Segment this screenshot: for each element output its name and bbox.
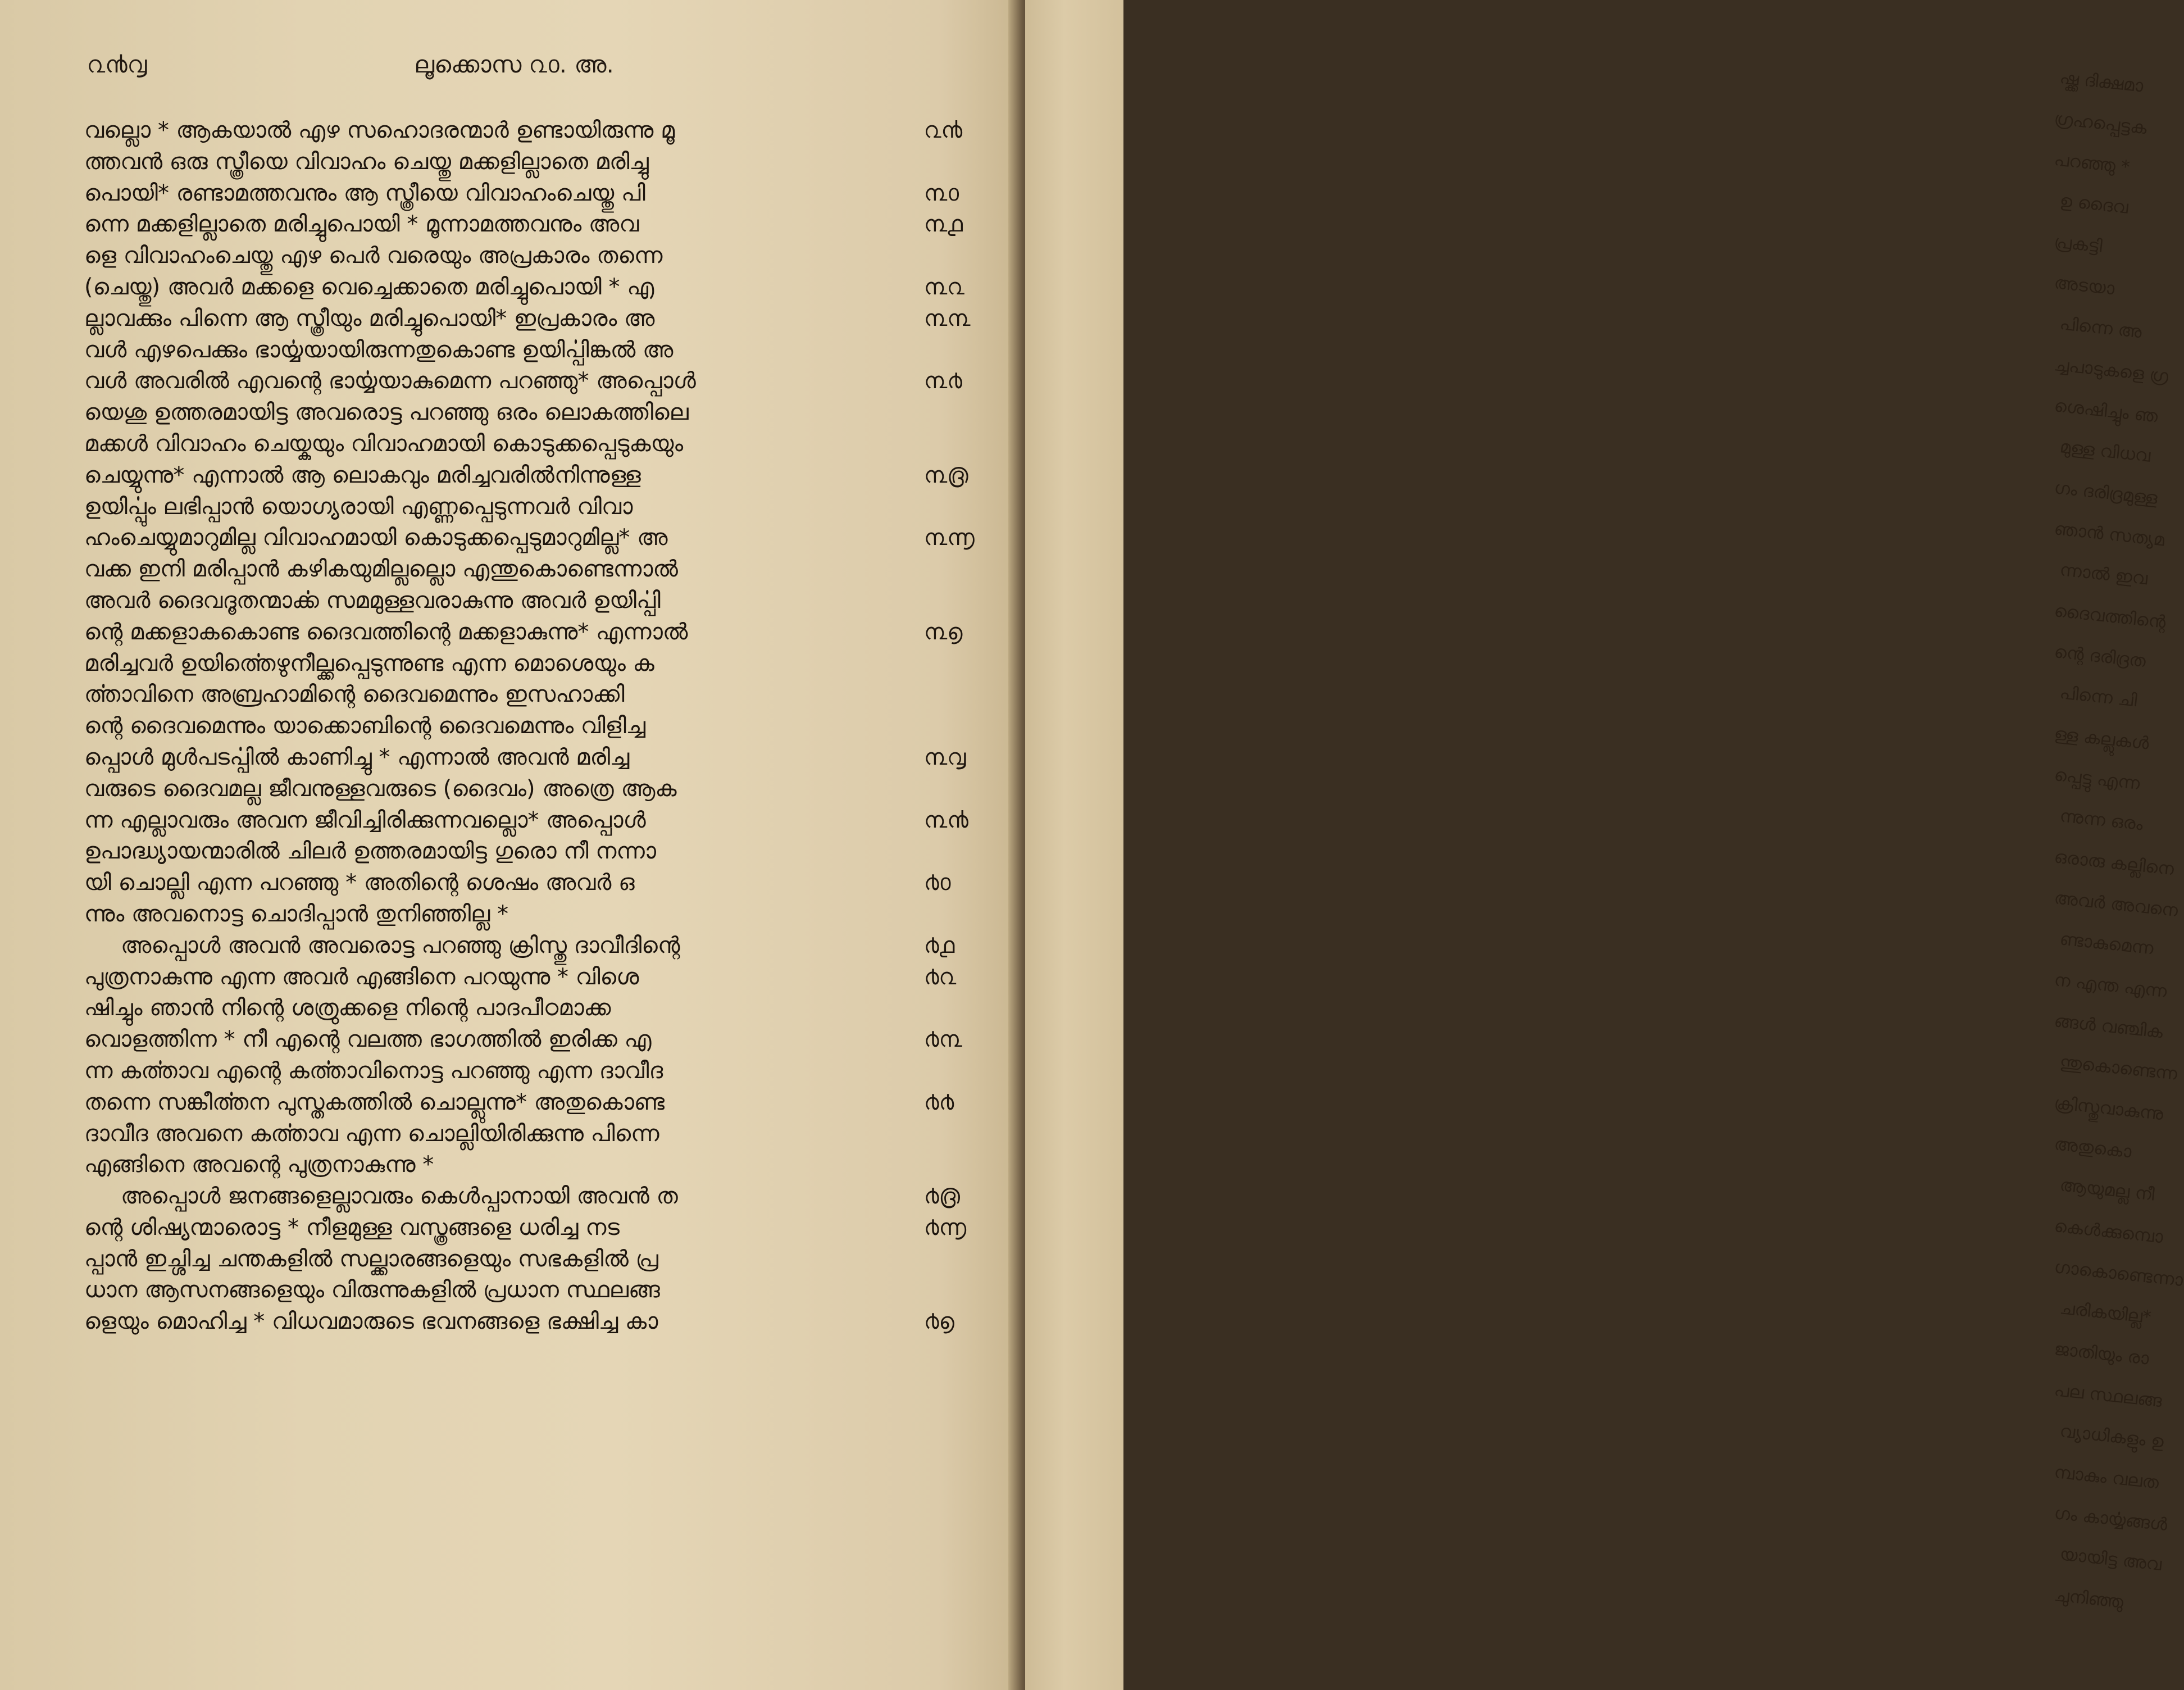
verse-number: ൩൫ bbox=[924, 462, 968, 488]
facing-page-fragment: പ്രകട്ടി bbox=[2053, 231, 2104, 257]
verse-number: ൩൯ bbox=[924, 807, 968, 833]
text-line bbox=[84, 899, 972, 930]
line-text: യെശു ഉത്തരമായിട്ട അവരൊട്ട പറഞ്ഞു ഒരം ലൊകത്തിലെ bbox=[84, 399, 689, 426]
facing-page-fragment: ക്രിസ്തുവാകുന്നു bbox=[2053, 1093, 2164, 1125]
text-line bbox=[84, 1087, 972, 1119]
verse-number: ൩൮ bbox=[924, 744, 966, 770]
line-text: അവർ ദൈവദൂതന്മാൎക്ക സമമുള്ളവരാകുന്നു അവർ ഉയിൎപ്പി bbox=[84, 587, 661, 614]
line-text: പുത്രനാകുന്നു എന്ന അവർ എങ്ങിനെ പറയുന്നു * വിശെ bbox=[84, 964, 639, 990]
text-line bbox=[84, 679, 972, 711]
facing-page-fragment: പിന്നെ അ bbox=[2059, 314, 2143, 343]
line-text: ൎത്താവിനെ അബ്രഹാമിന്റെ ദൈവമെന്നും ഇസഹാക്കി bbox=[84, 682, 625, 708]
body-text bbox=[84, 115, 975, 1338]
facing-page-fragment: ഷ്ക്ക ദിക്ഷമാ bbox=[2059, 67, 2145, 97]
line-text: ന്റെ മക്കളാകകൊണ്ട ദൈവത്തിന്റെ മക്കളാകുന്നു* എന്നാൽ bbox=[84, 619, 688, 645]
facing-page-fragment: ങ്ങൾ വഞ്ചിക bbox=[2053, 1011, 2164, 1043]
book-page bbox=[0, 0, 1020, 1690]
facing-page-fragment: ഗ്രഹപ്പെട്ടക bbox=[2053, 108, 2148, 139]
running-title: ലൂക്കൊസ ൨൦. അ. bbox=[414, 51, 614, 78]
facing-page-fragment: ന്തുകൊണ്ടെന്ന bbox=[2059, 1052, 2178, 1084]
text-line bbox=[84, 272, 972, 303]
text-line bbox=[84, 1024, 972, 1056]
line-text: വൊളത്തിന്ന * നീ എന്റെ വലത്ത ഭാഗത്തിൽ ഇരിക്ക എ bbox=[84, 1026, 652, 1053]
facing-page-fragment: ചുനിഞ്ഞു bbox=[2053, 1585, 2124, 1612]
text-line bbox=[84, 585, 972, 617]
text-line bbox=[84, 742, 972, 774]
facing-page-fragment: വ്യാധികളും ഉ bbox=[2059, 1421, 2165, 1452]
verse-number: ൩൭ bbox=[924, 619, 963, 645]
text-line bbox=[84, 147, 972, 178]
facing-page-fragment: പല സ്ഥലങ്ങ bbox=[2053, 1380, 2163, 1412]
line-text: ദാവീദ അവനെ കൎത്താവ എന്ന ചൊല്ലിയിരിക്കുന്നു പിന്നെ bbox=[84, 1120, 659, 1147]
text-line bbox=[84, 335, 972, 366]
verse-number: ൩൬ bbox=[924, 525, 975, 551]
text-line bbox=[84, 397, 972, 429]
line-text: വല്ലൊ * ആകയാൽ എഴ സഹൊദരന്മാർ ഉണ്ടായിരുന്നു മൂ bbox=[84, 117, 675, 143]
verse-number: ൩൧ bbox=[924, 211, 963, 238]
line-text: ളെയും മൊഹിച്ച * വിധവമാരുടെ ഭവനങ്ങളെ ഭക്ഷിച്ച കാ bbox=[84, 1309, 658, 1335]
line-text: വൾ അവരിൽ എവന്റെ ഭാൎയ്യയാകുമെന്ന പറഞ്ഞു* അപ്പൊൾ bbox=[84, 368, 696, 394]
line-text: മരിച്ചവർ ഉയിൎത്തെഴുനീല്ക്കപ്പെടുന്നുണ്ട എന്ന മൊശെയും ക bbox=[84, 650, 654, 676]
facing-page-fragment: അവർ അവനെ bbox=[2053, 888, 2179, 921]
text-line bbox=[84, 1150, 972, 1181]
line-text: മക്കൾ വിവാഹം ചെയ്കയും വിവാഹമായി കൊടുക്കപ്പെടുകയും bbox=[84, 430, 684, 457]
text-line bbox=[84, 648, 972, 680]
line-text: യി ചൊല്ലി എന്ന പറഞ്ഞു * അതിന്റെ ശെഷം അവർ ഒ bbox=[84, 870, 635, 896]
facing-page-fragment: മുള്ള വിധവ bbox=[2059, 437, 2152, 466]
facing-page-fragment: മ്പാകും വലത bbox=[2053, 1462, 2160, 1493]
line-text: ഉപാദ്ധ്യായന്മാരിൽ ചിലർ ഉത്തരമായിട്ട ഗുരൊ നീ നന്നാ bbox=[84, 838, 657, 865]
facing-page-fragment: യായിട്ട അവ bbox=[2059, 1544, 2163, 1575]
line-text: ന്നെ മക്കളില്ലാതെ മരിച്ചുപൊയി * മൂന്നാമത്തവനും അവ bbox=[84, 211, 639, 238]
facing-page-fragment: ഗം ദരിദ്രമുള്ള bbox=[2053, 478, 2159, 509]
line-text: ഹംചെയ്യുമാറുമില്ല വിവാഹമായി കൊടുക്കപ്പെടുമാറുമില്ല* അ bbox=[84, 525, 668, 551]
text-line bbox=[84, 429, 972, 460]
facing-page-fragment: ഒരാരു കല്ലിനെ bbox=[2053, 847, 2175, 880]
facing-page-fragment: ഉ ദൈവ bbox=[2059, 190, 2130, 218]
text-line bbox=[84, 711, 972, 742]
text-line bbox=[84, 1244, 972, 1275]
facing-page-fragment: ഗം കാൎയ്യങ്ങൾ bbox=[2053, 1503, 2169, 1535]
line-text: വക്ക ഇനി മരിപ്പാൻ കഴികയുമില്ലല്ലൊ എന്തുകൊണ്ടെന്നാൽ bbox=[84, 556, 678, 583]
text-line bbox=[84, 836, 972, 867]
line-text: വരുടെ ദൈവമല്ല ജീവനുള്ളവരുടെ (ദൈവം) അത്രെ ആക bbox=[84, 775, 677, 802]
line-text: (ചെയ്തു) അവർ മക്കളെ വെച്ചെക്കാതെ മരിച്ചുപൊയി * എ bbox=[84, 274, 654, 300]
line-text: തന്നെ സങ്കീൎത്തന പുസ്തകത്തിൽ ചൊല്ലുന്നു* അതുകൊണ്ട bbox=[84, 1089, 665, 1115]
page-header bbox=[87, 51, 1008, 90]
facing-page-fragment: പറഞ്ഞു * bbox=[2053, 149, 2131, 178]
facing-page-fragment: ണ്ടാകുമെന്ന bbox=[2059, 929, 2155, 959]
line-text: ന്നും അവനൊട്ട ചൊദിപ്പാൻ തുനിഞ്ഞില്ല * bbox=[84, 901, 509, 927]
line-text: ന്ന കൎത്താവ എന്റെ കൎത്താവിനൊട്ട പറഞ്ഞു എന്ന ദാവീദ bbox=[84, 1057, 663, 1084]
text-line bbox=[84, 366, 972, 397]
text-line bbox=[84, 523, 975, 554]
text-line bbox=[84, 774, 972, 805]
verse-number: ൪൦ bbox=[924, 870, 951, 896]
text-line bbox=[84, 805, 972, 837]
text-line bbox=[84, 1119, 972, 1150]
line-text: അപ്പൊൾ അവൻ അവരൊട്ട പറഞ്ഞു ക്രിസ്തു ദാവീദിന്റെ bbox=[121, 932, 680, 958]
text-line bbox=[84, 617, 972, 648]
verse-number: ൪൭ bbox=[924, 1309, 954, 1335]
text-line bbox=[84, 1306, 972, 1338]
facing-page-fragment: പ്പെട്ടു എന്ന bbox=[2053, 765, 2141, 794]
facing-page-fragment: പിന്നെ ചി bbox=[2059, 683, 2138, 711]
text-line bbox=[84, 209, 972, 240]
facing-page-fragment: ന്നുന്ന ഒരം bbox=[2059, 806, 2144, 835]
text-line bbox=[84, 1212, 972, 1244]
line-text: ചെയ്യുന്നു* എന്നാൽ ആ ലൊകവും മരിച്ചവരിൽനിന്നുള്ള bbox=[84, 462, 641, 488]
verse-number: ൨൯ bbox=[924, 117, 963, 143]
facing-page-fragment: ജാതിയും രാ bbox=[2053, 1339, 2150, 1369]
text-line bbox=[84, 303, 972, 335]
text-line bbox=[84, 962, 972, 993]
text-line bbox=[84, 240, 972, 272]
text-line bbox=[84, 460, 972, 492]
text-line bbox=[84, 1056, 972, 1087]
text-line bbox=[84, 1275, 972, 1306]
verse-number: ൪൬ bbox=[924, 1214, 967, 1241]
text-line bbox=[84, 1181, 972, 1212]
line-text: ത്തവൻ ഒരു സ്ത്രീയെ വിവാഹം ചെയ്തു മക്കളില്ലാതെ മരിച്ചു bbox=[84, 148, 649, 175]
text-line bbox=[84, 867, 972, 899]
facing-page-fragment: ന എന്ത എന്ന bbox=[2053, 970, 2168, 1002]
line-text: വൾ എഴപെക്കും ഭാൎയ്യയായിരുന്നതുകൊണ്ട ഉയിൎപ്പിങ്കൽ അ bbox=[84, 337, 674, 363]
text-line bbox=[84, 115, 972, 147]
line-text: ല്ലാവക്കും പിന്നെ ആ സ്ത്രീയും മരിച്ചുപൊയി* ഇപ്രകാരം അ bbox=[84, 305, 655, 331]
line-text: പൊയി* രണ്ടാമത്തവനും ആ സ്ത്രീയെ വിവാഹംചെയ്തു പി bbox=[84, 180, 645, 206]
line-text: പ്പൊൾ മുൾപടൎപ്പിൽ കാണിച്ചു * എന്നാൽ അവൻ മരിച്ച bbox=[84, 744, 630, 770]
line-text: ന്ന എല്ലാവരും അവന ജീവിച്ചിരിക്കുന്നവല്ലൊ* അപ്പൊൾ bbox=[84, 807, 646, 833]
line-text: എങ്ങിനെ അവന്റെ പുത്രനാകുന്നു * bbox=[84, 1152, 434, 1178]
text-line bbox=[84, 492, 972, 523]
facing-page-fragment: ഞാൻ സത്യമ bbox=[2053, 519, 2166, 551]
text-line bbox=[84, 993, 972, 1024]
facing-page-fragment: ന്റെ ദരിദ്രത bbox=[2053, 642, 2147, 672]
verse-number: ൩൪ bbox=[924, 368, 962, 394]
verse-number: ൪൫ bbox=[924, 1183, 960, 1210]
facing-page-edge bbox=[1025, 0, 2184, 1690]
facing-page-fragment: ച്ചപാടുകളെ ഗ്ര bbox=[2053, 355, 2170, 387]
line-text: ഷിച്ചും ഞാൻ നിന്റെ ശത്രുക്കളെ നിന്റെ പാദപീഠമാക്ക bbox=[84, 995, 611, 1021]
facing-page-fragment: അതുകൊ bbox=[2053, 1134, 2133, 1162]
verse-number: ൩൩ bbox=[924, 305, 971, 331]
line-text: ളെ വിവാഹംചെയ്തു എഴ പെർ വരെയും അപ്രകാരം തന്നെ bbox=[84, 243, 663, 269]
verse-number: ൩൨ bbox=[924, 274, 964, 300]
facing-page-fragment: ദൈവത്തിന്റെ bbox=[2053, 601, 2167, 633]
facing-page-fragment: ന്നാൽ ഇവ bbox=[2059, 560, 2149, 589]
verse-number: ൪൩ bbox=[924, 1026, 962, 1053]
verse-number: ൪൨ bbox=[924, 964, 957, 990]
line-text: ന്റെ ദൈവമെന്നും യാക്കൊബിന്റെ ദൈവമെന്നും വിളിച്ച bbox=[84, 713, 646, 739]
text-line bbox=[84, 930, 972, 962]
line-text: പ്പാൻ ഇച്ശിച്ച ചന്തകളിൽ സല്ക്കാരങ്ങളെയും സഭകളിൽ പ്ര bbox=[84, 1246, 658, 1272]
facing-page-fragment: ള്ള കല്ലുകൾ bbox=[2053, 724, 2150, 754]
verse-number: ൩൦ bbox=[924, 180, 959, 206]
verse-number: ൪൧ bbox=[924, 932, 955, 958]
facing-page-fragment: ശെഷിച്ചും ഞ bbox=[2053, 396, 2159, 427]
facing-page-fragment: ചരികയില്ല* bbox=[2059, 1298, 2153, 1328]
line-text: ധാന ആസനങ്ങളെയും വിരുന്നുകളിൽ പ്രധാന സ്ഥലങ്ങ bbox=[84, 1277, 660, 1303]
text-line bbox=[84, 178, 972, 210]
text-line bbox=[84, 554, 972, 585]
line-text: അപ്പൊൾ ജനങ്ങളെല്ലാവരും കെൾപ്പാനായി അവൻ ത bbox=[121, 1183, 678, 1210]
facing-page-fragment: ആയുമല്ല നീ bbox=[2059, 1175, 2155, 1205]
facing-page-fragment: ഗാകൊണ്ടെന്നാ bbox=[2053, 1257, 2184, 1291]
facing-page-fragment: അടയാ bbox=[2053, 272, 2116, 299]
verse-number: ൪൪ bbox=[924, 1089, 954, 1115]
line-text: ഉയിൎപ്പും ലഭിപ്പാൻ യൊഗ്യരായി എണ്ണപ്പെടുന്നവർ വിവാ bbox=[84, 493, 633, 520]
facing-page-fragment: കെൾക്കുമ്പൊ bbox=[2053, 1216, 2164, 1248]
line-text: ന്റെ ശിഷ്യന്മാരൊട്ട * നീളമുള്ള വസ്ത്രങ്ങളെ ധരിച്ച നട bbox=[84, 1214, 620, 1241]
page-number: ൨൯൮ bbox=[87, 51, 147, 78]
